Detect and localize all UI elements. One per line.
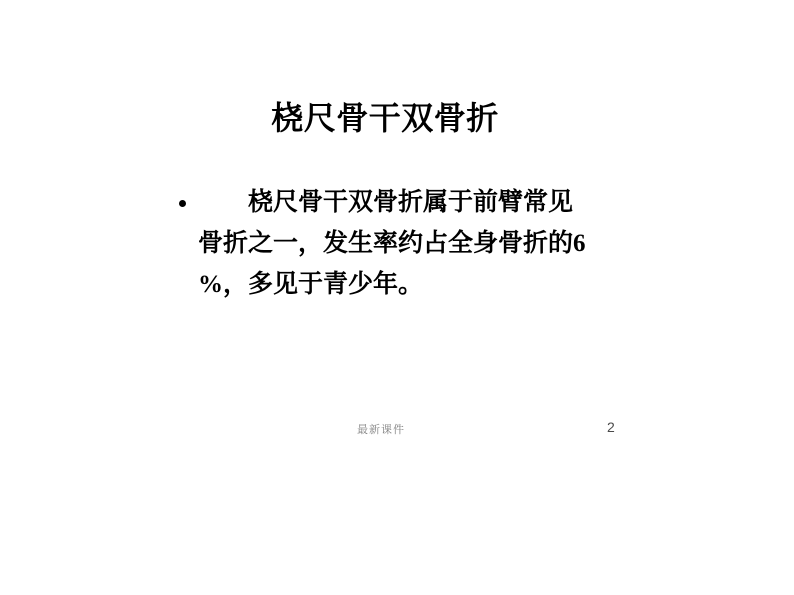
- footer-watermark: 最新课件: [357, 424, 405, 436]
- slide-title: 桡尺骨干双骨折: [271, 100, 499, 136]
- body-paragraph: [198, 182, 758, 305]
- body-line-2: 骨折之一，发生率约占全身骨折的6: [198, 230, 586, 257]
- body-line-3: %，多见于青少年。: [198, 271, 424, 298]
- page-number: 2: [607, 419, 615, 435]
- bullet-icon: [179, 200, 186, 207]
- body-line-1: 桡尺骨干双骨折属于前臂常见: [248, 189, 574, 216]
